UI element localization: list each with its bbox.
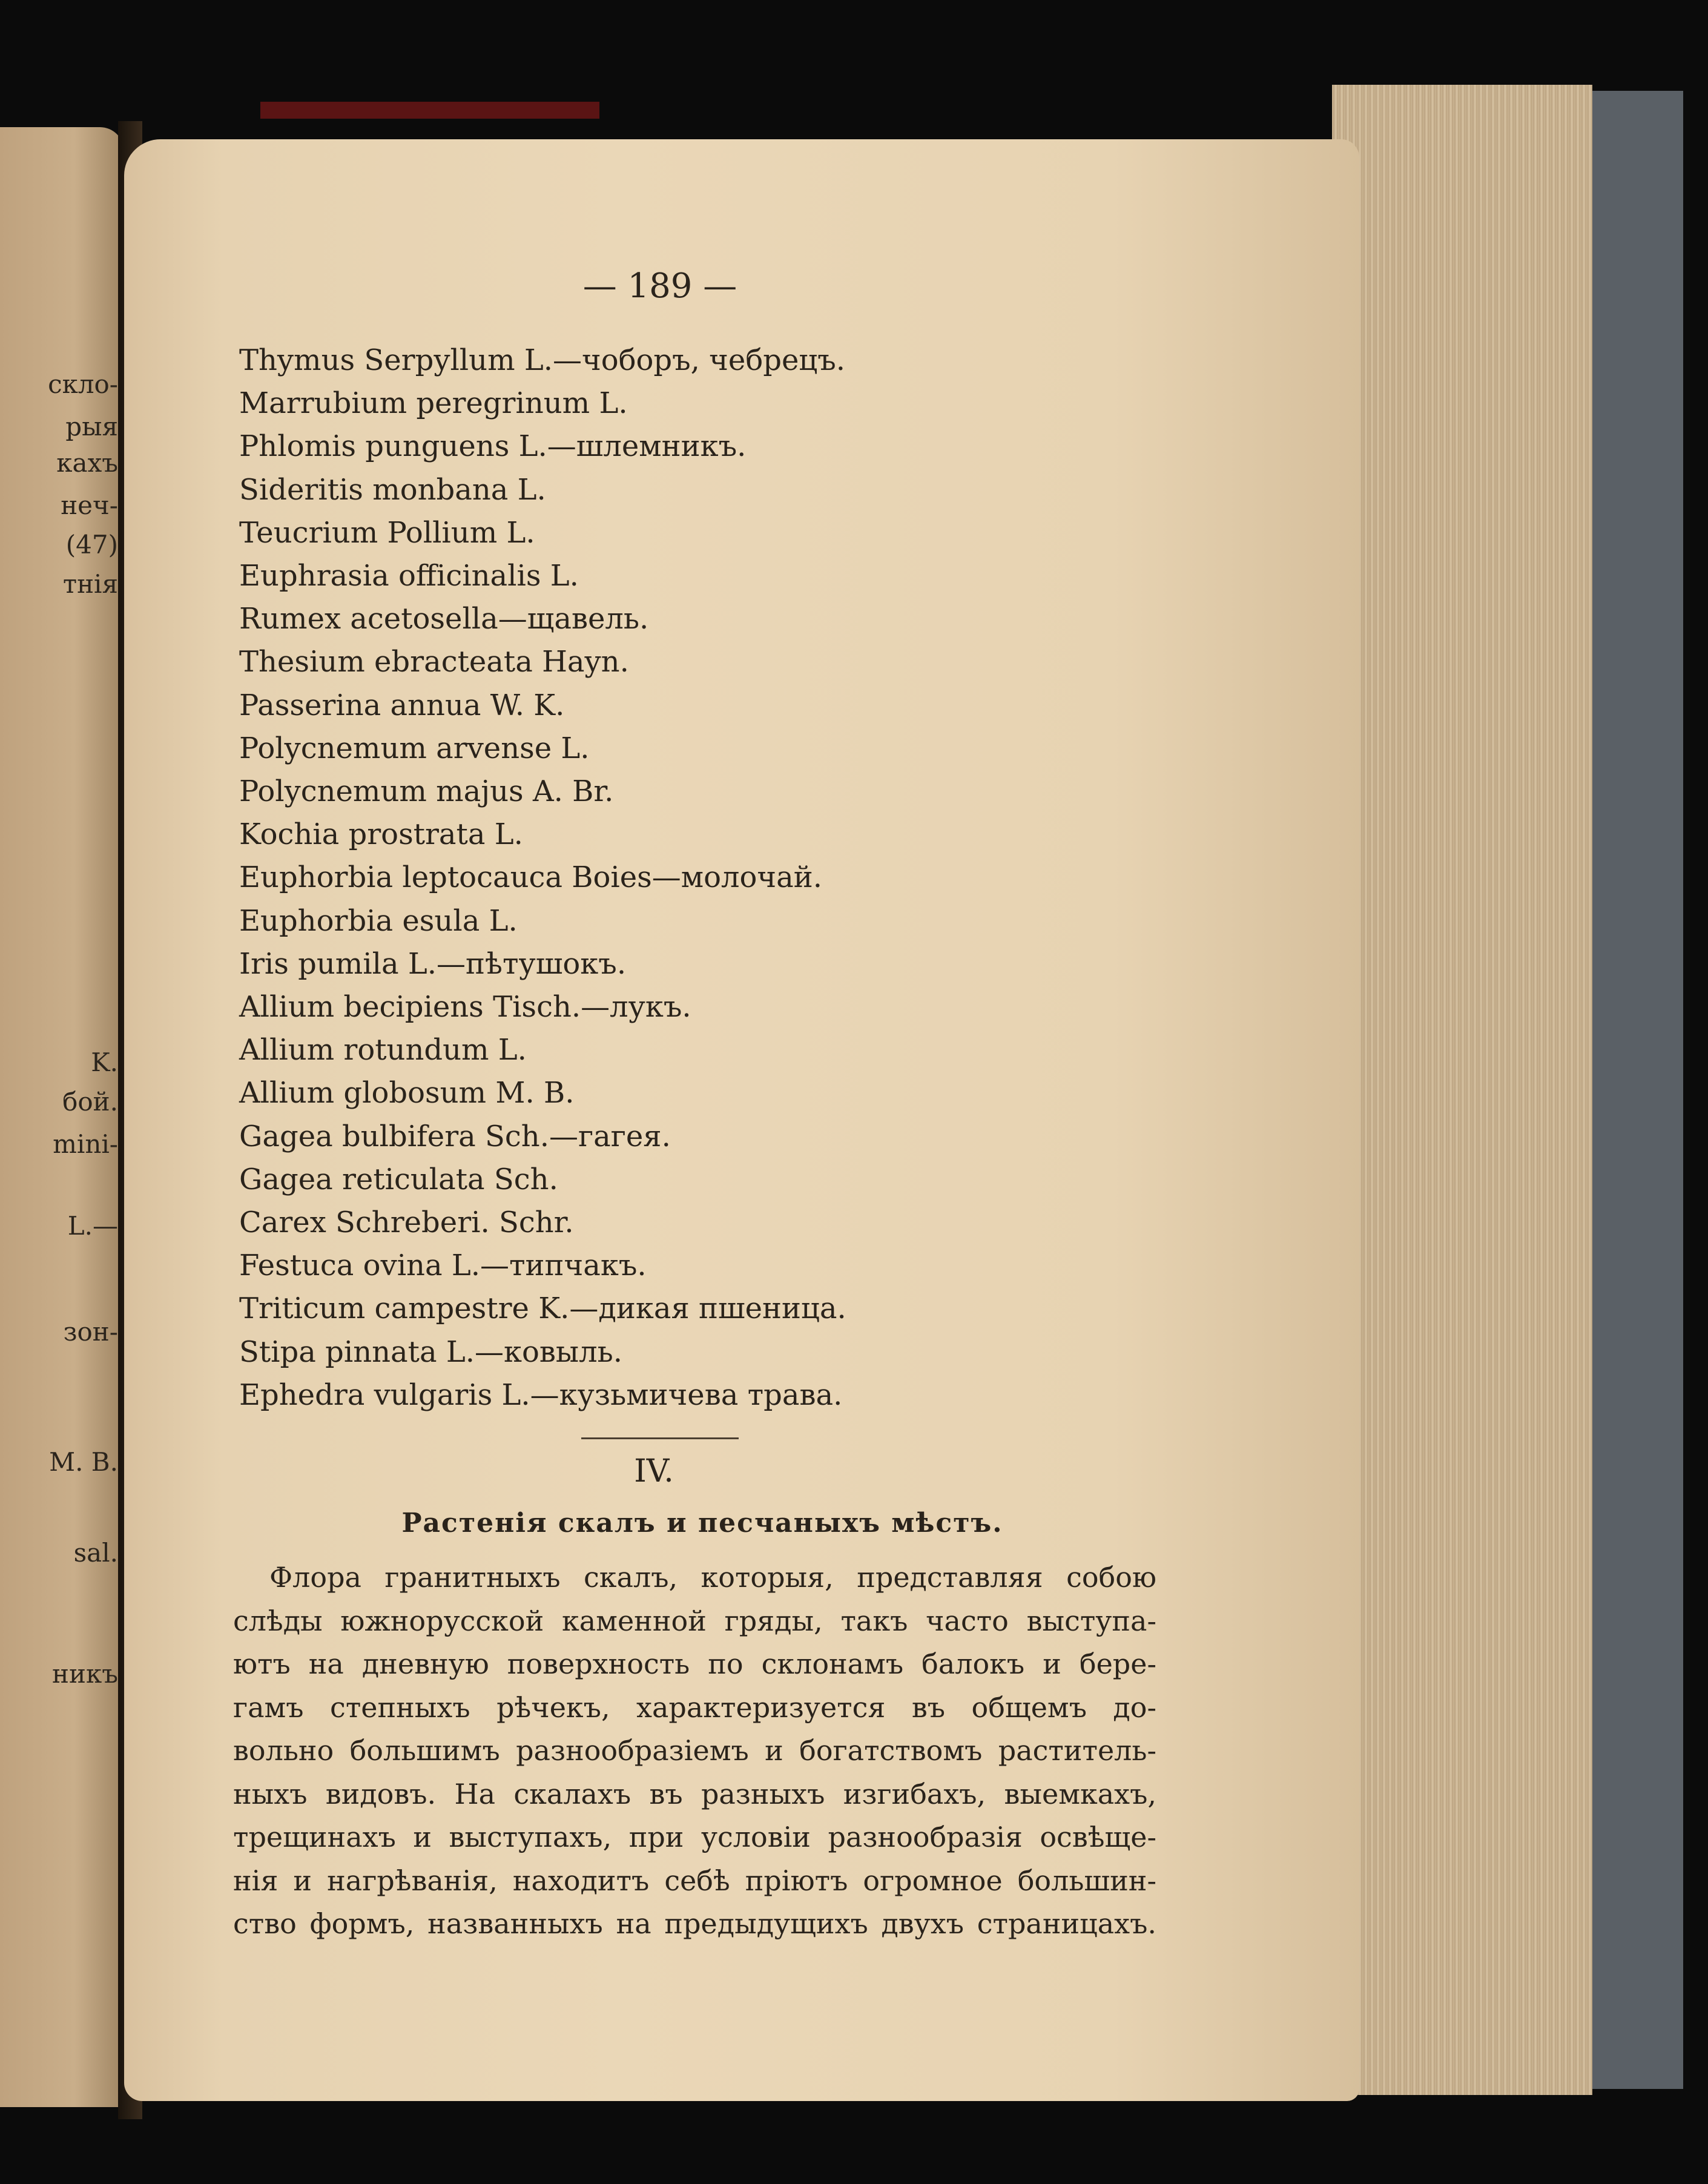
section-heading: Растенія скалъ и песчаныхъ мѣстъ. xyxy=(401,1508,1003,1539)
list-item: Allium rotundum L. xyxy=(239,1033,527,1067)
left-fragment: (47) xyxy=(65,530,118,559)
left-fragment: неч- xyxy=(61,490,118,520)
left-fragment: тнія xyxy=(62,569,118,599)
paragraph-line: Флора гранитныхъ скалъ, которыя, представляя собою xyxy=(269,1561,1156,1594)
left-fragment: K. xyxy=(91,1047,118,1077)
ornamental-divider xyxy=(581,1429,739,1439)
list-item: Carex Schreberi. Schr. xyxy=(239,1206,574,1240)
left-fragment: L.— xyxy=(67,1211,118,1241)
paragraph-line: ство формъ, названныхъ на предыдущихъ двухъ страницахъ. xyxy=(233,1907,1156,1940)
list-item: Iris pumila L.—пѣтушокъ. xyxy=(239,946,627,981)
list-item: Gagea reticulata Sch. xyxy=(239,1162,558,1196)
list-item: Ephedra vulgaris L.—кузьмичева трава. xyxy=(239,1377,843,1412)
left-fragment: рыя xyxy=(65,412,118,441)
list-item: Polycnemum arvense L. xyxy=(239,731,590,765)
paragraph-line: ютъ на дневную поверхность по склонамъ балокъ и бере- xyxy=(233,1648,1156,1680)
left-fragment: никъ xyxy=(52,1659,118,1689)
list-item: Marrubium peregrinum L. xyxy=(239,386,628,421)
list-item: Euphrasia officinalis L. xyxy=(239,559,579,593)
list-item: Phlomis punguens L.—шлемникъ. xyxy=(239,429,747,464)
list-item: Teucrium Pollium L. xyxy=(239,515,535,550)
list-item: Stipa pinnata L.—ковыль. xyxy=(239,1334,622,1369)
paragraph-line: трещинахъ и выступахъ, при условіи разнообразія освѣще- xyxy=(233,1821,1156,1853)
paragraph-line: гамъ степныхъ рѣчекъ, характеризуется въ общемъ до- xyxy=(233,1691,1156,1724)
list-item: Festuca ovina L.—типчакъ. xyxy=(239,1249,647,1283)
page-stack xyxy=(1332,85,1592,2095)
list-item: Polycnemum majus A. Br. xyxy=(239,774,614,809)
left-fragment: sal. xyxy=(73,1538,118,1568)
list-item: Passerina annua W. K. xyxy=(239,688,565,722)
list-item: Kochia prostrata L. xyxy=(239,817,523,852)
left-fragment: скло- xyxy=(48,369,118,399)
page-number: — 189 — xyxy=(582,266,737,306)
list-item: Sideritis monbana L. xyxy=(239,472,546,507)
book-spine xyxy=(260,102,599,119)
list-item: Thesium ebracteata Hayn. xyxy=(239,645,629,679)
list-item: Allium becipiens Tisch.—лукъ. xyxy=(239,990,691,1024)
paragraph-line: слѣды южнорусской каменной гряды, такъ часто выступа- xyxy=(233,1604,1156,1637)
left-facing-page xyxy=(0,127,124,2107)
left-fragment: бой. xyxy=(62,1087,118,1117)
body-paragraph xyxy=(233,1556,1156,1946)
paragraph-line: нія и нагрѣванія, находитъ себѣ пріютъ огромное большин- xyxy=(233,1864,1156,1897)
list-item: Gagea bulbifera Sch.—гагея. xyxy=(239,1119,671,1153)
left-fragment: кахъ xyxy=(56,448,118,478)
paragraph-line: вольно большимъ разнообразіемъ и богатствомъ раститель- xyxy=(233,1734,1156,1767)
list-item: Triticum campestre K.—дикая пшеница. xyxy=(239,1292,846,1326)
species-list xyxy=(239,339,846,1417)
list-item: Thymus Serpyllum L.—чоборъ, чебрецъ. xyxy=(239,343,846,377)
list-item: Rumex acetosella—щавель. xyxy=(239,602,649,636)
list-item: Euphorbia esula L. xyxy=(239,903,518,938)
left-fragment: M. B. xyxy=(49,1447,118,1477)
left-fragment: зон- xyxy=(63,1317,118,1347)
left-fragment: mini- xyxy=(53,1129,118,1159)
list-item: Allium globosum M. B. xyxy=(239,1076,575,1110)
section-number: IV. xyxy=(634,1453,674,1490)
list-item: Euphorbia leptocauca Boies—молочай. xyxy=(239,860,823,895)
paragraph-line: ныхъ видовъ. На скалахъ въ разныхъ изгибахъ, выемкахъ, xyxy=(233,1777,1156,1810)
